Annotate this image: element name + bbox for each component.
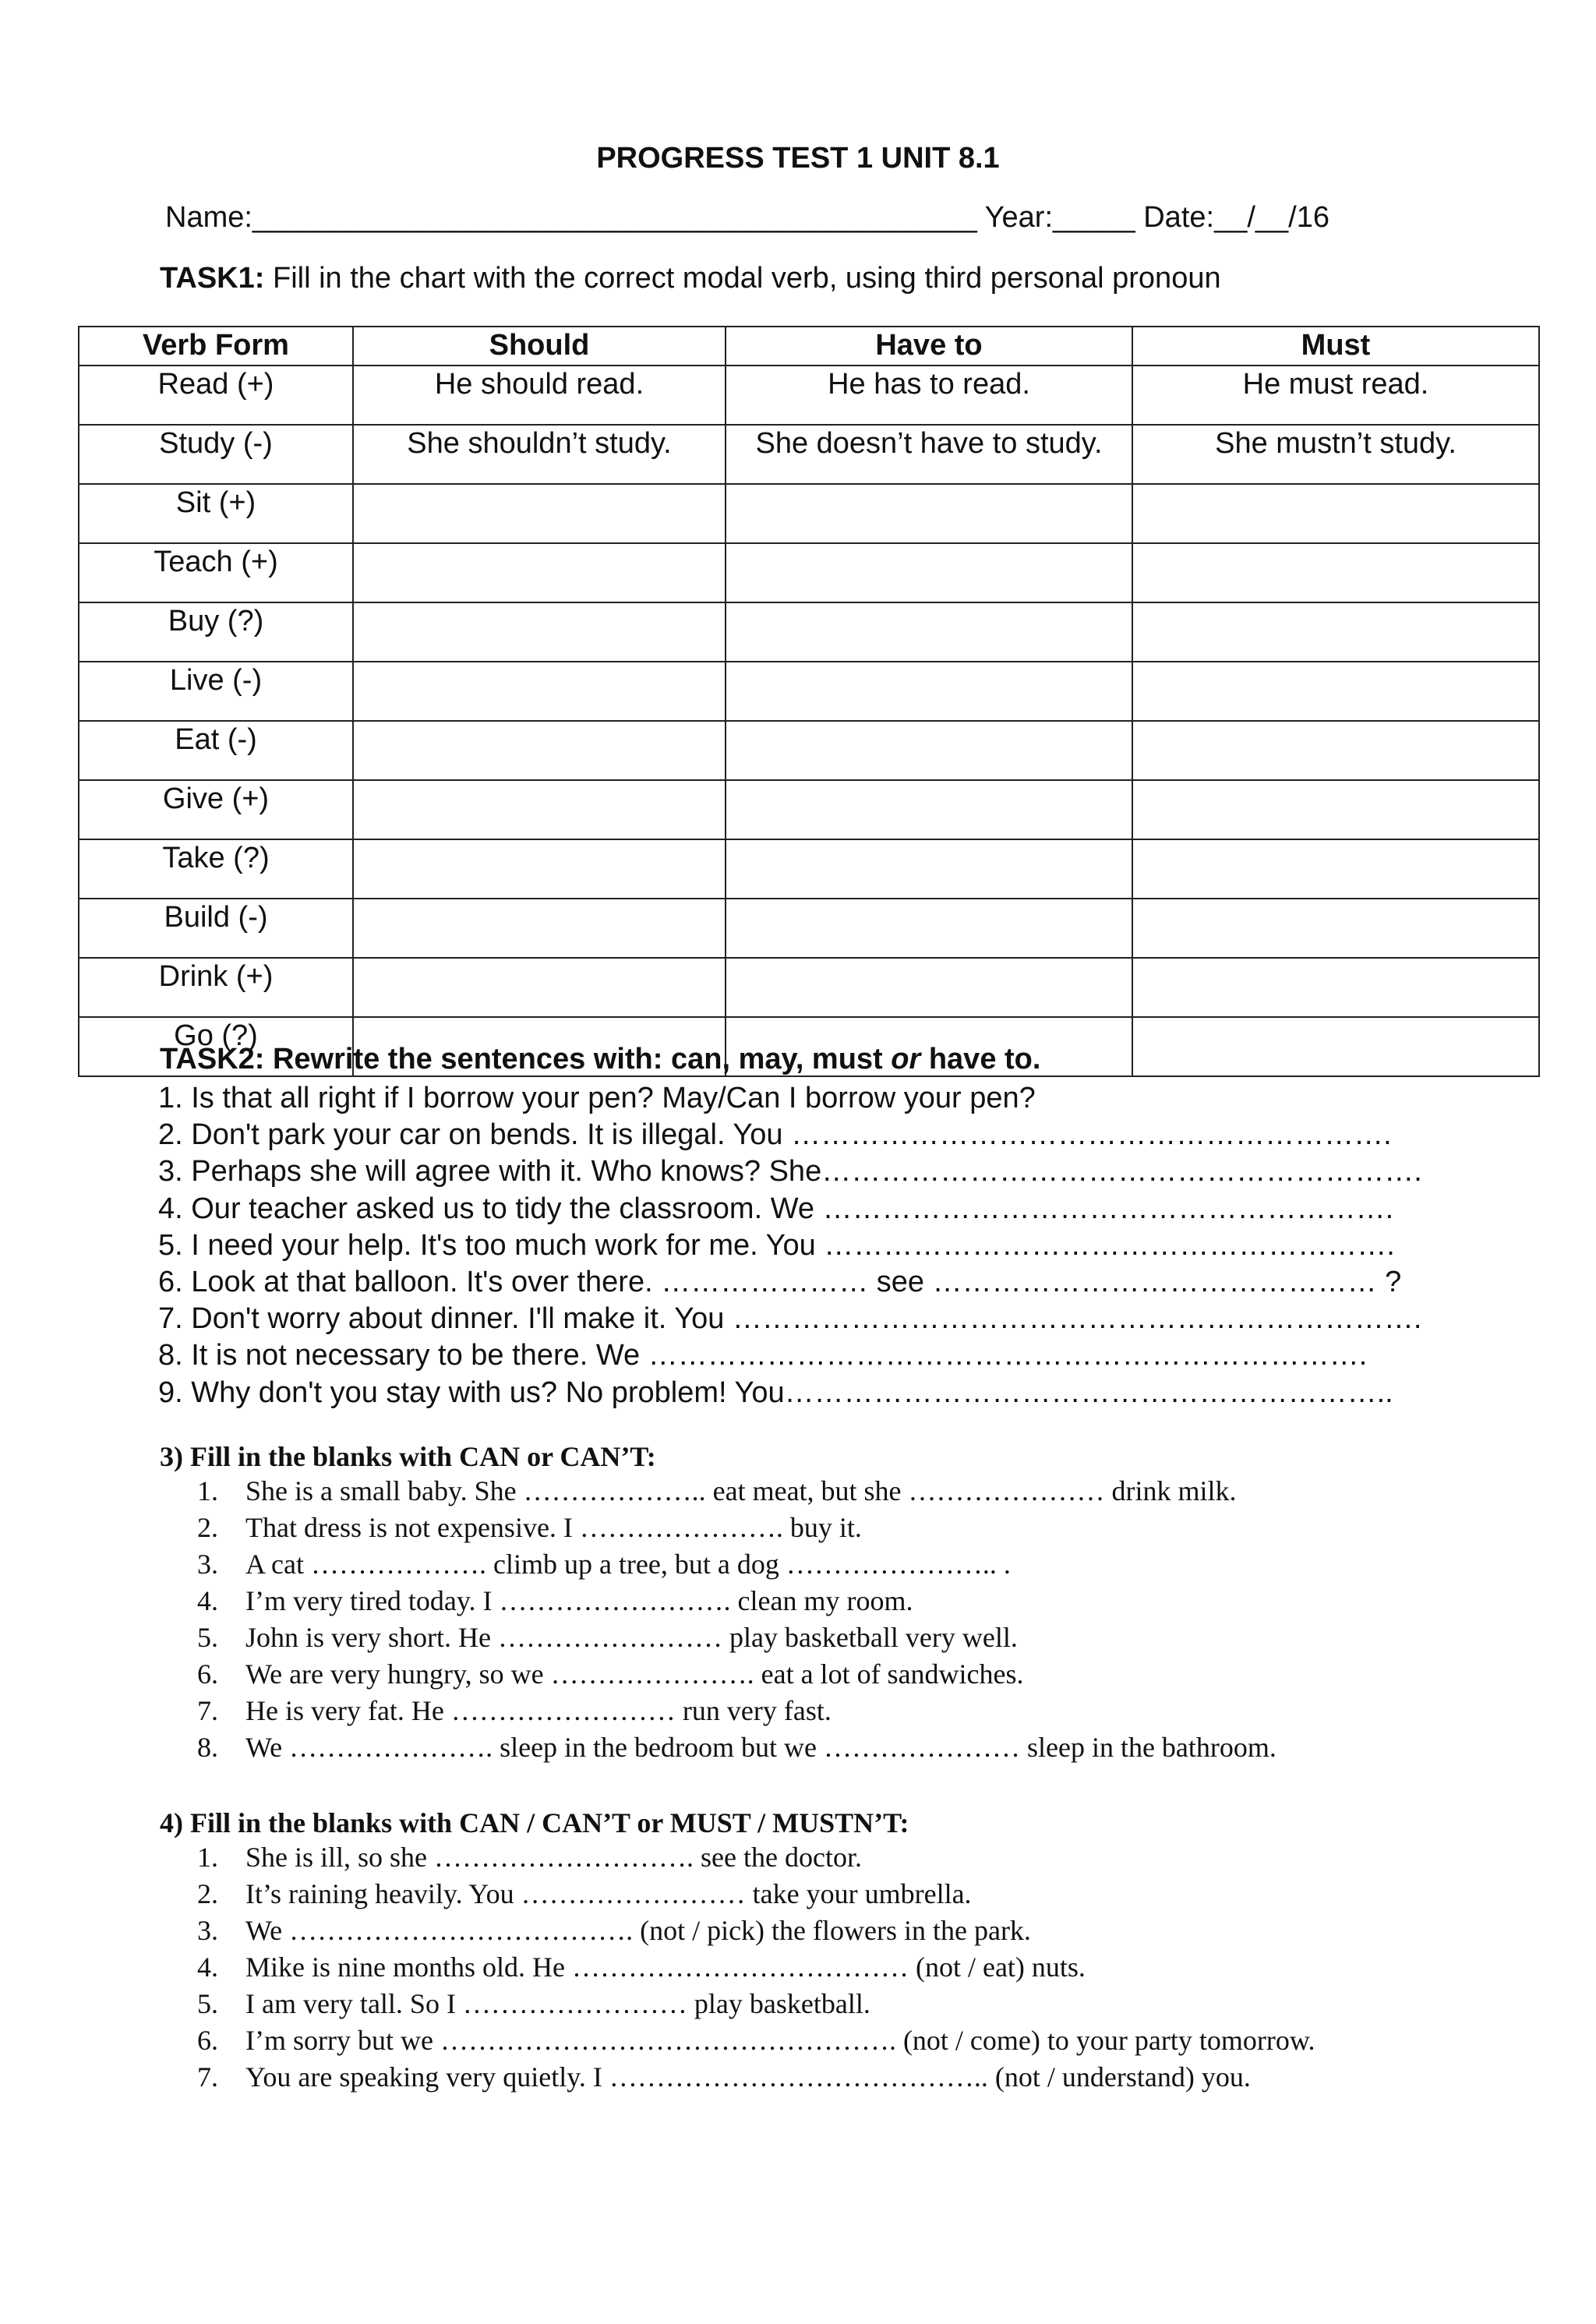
table-row [79, 780, 1539, 839]
task1-label: TASK1: [160, 262, 265, 295]
must-answer-cell[interactable] [1132, 602, 1539, 662]
table-row [79, 899, 1539, 958]
have-to-answer-cell[interactable] [726, 721, 1132, 780]
item-text: It’s raining heavily. You …………………… take your umbrella. [245, 1878, 972, 1909]
worksheet-page: PROGRESS TEST 1 UNIT 8.1 Name:____________________________________________ Year:_____ Date:__/__/16 TASK1: Fill in the chart with the correct modal verb, using third personal pronoun Verb Form Should Have to Must Read (+) He should read. He has to read. He must read. Study (-) She shouldn’t study. She doesn’t have to study. She mustn’t study. Sit (+) Teach (+) Buy (?) Live (-) Eat (-) Give (+) Take (?) Build (-) Drink (+) Go (?) TASK2: Rewrite the sentences with: can, may, must or have to. 1. Is that all right if I borrow your pen? May/Can I borrow your pen? 2. Don't park your car on bends. It is illegal. You ……………………………………………………. 3. Perhaps she will agree with it. Who knows? She……………………………………………………. 4. Our teacher asked us to tidy the classroom. We …………………………………………………. 5. I need your help. It's too much work for me. You …………………………………………………. 6. Look at that balloon. It's over there. ………………… see ……………………………………… ? 7. Don't worry about dinner. I'll make it. You ……………………………………………………………. 8. It is not necessary to be there. We ………………………………………………………………. 9. Why don't you stay with us? No problem! You…………………………………………………….. 3) Fill in the blanks with CAN or CAN’T: 1. She is a small baby. She ……………….. eat meat, but she ………………… drink milk. 2. That dress is not expensive. I …………………. buy it. 3. A cat ………………. climb up a tree, but a dog ………………….. . 4. I’m very tired today. I ……………………. clean my room. 5. John is very short. He …………………… play basketball very well. 6. We are very hungry, so we …………………. eat a lot of sandwiches. 7. He is very fat. He …………………… run very fast. 8. We …………………. sleep in the bedroom but we ………………… sleep in the bathroom. 4) Fill in the blanks with CAN / CAN’T or MUST / MUSTN’T: 1. She is ill, so she ………………………. see the doctor. 2. It’s raining heavily. You …………………… take your umbrella. 3. We ………………………………. (not / pick) the flowers in the park. 4. Mike is nine months old. He ……………………………… (not / eat) nuts. 5. I am very tall. So I …………………… play basketball. 6. I’m sorry but we …………………………………………. (not / come) to your party tomorrow. 7. You are speaking very quietly. I ………………………………….. (not / understand) you. [0, 0, 1596, 2324]
have-to-answer-cell[interactable] [726, 780, 1132, 839]
task2-list [158, 1080, 1422, 1411]
table-row [79, 721, 1539, 780]
list-item: 5. I need your help. It's too much work for me. You …………………………………………………. [158, 1228, 1395, 1262]
have-to-answer-cell[interactable] [726, 662, 1132, 721]
verb-form-cell: Live (-) [79, 662, 353, 721]
must-answer-cell[interactable] [1132, 721, 1539, 780]
should-answer-cell[interactable] [353, 958, 726, 1017]
student-info-line: Name:____________________________________________ Year:_____ Date:__/__/16 [165, 201, 1329, 234]
verb-form-cell: Give (+) [79, 780, 353, 839]
table-row [79, 958, 1539, 1017]
task1-text: Fill in the chart with the correct modal verb, using third personal pronoun [264, 262, 1221, 295]
list-item: 8. It is not necessary to be there. We ………………………………………………………………. [158, 1339, 1368, 1372]
should-answer-cell[interactable] [353, 602, 726, 662]
should-cell: She shouldn’t study. [353, 425, 726, 484]
table-row [79, 366, 1539, 425]
list-item: 1. Is that all right if I borrow your pen? May/Can I borrow your pen? [158, 1082, 1036, 1114]
should-answer-cell[interactable] [353, 899, 726, 958]
have-to-answer-cell[interactable] [726, 543, 1132, 602]
item-text: A cat ………………. climb up a tree, but a dog ………………….. . [245, 1549, 1011, 1580]
section4-heading: 4) Fill in the blanks with CAN / CAN’T or MUST / MUSTN’T: [160, 1807, 909, 1838]
item-text: We ………………………………. (not / pick) the flowers in the park. [245, 1915, 1031, 1946]
column-header: Have to [726, 327, 1132, 366]
task1-instruction [160, 262, 1221, 295]
must-answer-cell[interactable] [1132, 543, 1539, 602]
list-item: 6. Look at that balloon. It's over there. ………………… see ……………………………………… ? [158, 1265, 1402, 1298]
have-to-cell: She doesn’t have to study. [726, 425, 1132, 484]
task2-heading [160, 1043, 1040, 1076]
item-text: I’m sorry but we …………………………………………. (not / come) to your party tomorrow. [245, 2025, 1315, 2056]
should-cell: He should read. [353, 366, 726, 425]
verb-form-cell: Study (-) [79, 425, 353, 484]
list-item: 7. Don't worry about dinner. I'll make it. You ……………………………………………………………. [158, 1302, 1422, 1336]
verb-form-cell: Drink (+) [79, 958, 353, 1017]
table-row [79, 543, 1539, 602]
page-title: PROGRESS TEST 1 UNIT 8.1 [596, 142, 1000, 175]
task2-heading-or: or [891, 1043, 921, 1075]
must-cell: She mustn’t study. [1132, 425, 1539, 484]
table-row [79, 484, 1539, 543]
verb-form-cell: Take (?) [79, 839, 353, 899]
chart-header-row [79, 327, 1539, 366]
list-item: 3. Perhaps she will agree with it. Who knows? She……………………………………………………. [158, 1155, 1422, 1188]
item-text: We …………………. sleep in the bedroom but we ………………… sleep in the bathroom. [245, 1732, 1276, 1763]
list-item: 2. Don't park your car on bends. It is illegal. You ……………………………………………………. [158, 1118, 1392, 1152]
column-header: Should [353, 327, 726, 366]
should-answer-cell[interactable] [353, 780, 726, 839]
must-answer-cell[interactable] [1132, 839, 1539, 899]
item-text: John is very short. He …………………… play basketball very well. [245, 1622, 1018, 1653]
item-text: I’m very tired today. I ……………………. clean my room. [245, 1585, 913, 1616]
must-answer-cell[interactable] [1132, 780, 1539, 839]
verb-form-cell: Read (+) [79, 366, 353, 425]
column-header: Verb Form [79, 327, 353, 366]
verb-form-cell: Teach (+) [79, 543, 353, 602]
item-text: She is ill, so she ………………………. see the doctor. [245, 1842, 862, 1873]
modal-verb-chart [78, 326, 1540, 1077]
item-text: You are speaking very quietly. I ………………………………….. (not / understand) you. [245, 2061, 1251, 2093]
must-answer-cell[interactable] [1132, 662, 1539, 721]
must-answer-cell[interactable] [1132, 899, 1539, 958]
should-answer-cell[interactable] [353, 484, 726, 543]
section3-heading: 3) Fill in the blanks with CAN or CAN’T: [160, 1441, 656, 1472]
item-text: She is a small baby. She ……………….. eat meat, but she ………………… drink milk. [245, 1475, 1237, 1506]
should-answer-cell[interactable] [353, 662, 726, 721]
must-cell: He must read. [1132, 366, 1539, 425]
should-answer-cell[interactable] [353, 839, 726, 899]
column-header: Must [1132, 327, 1539, 366]
have-to-answer-cell[interactable] [726, 899, 1132, 958]
table-row [79, 662, 1539, 721]
item-text: We are very hungry, so we …………………. eat a lot of sandwiches. [245, 1658, 1024, 1690]
task2-heading-end: have to. [920, 1043, 1041, 1075]
table-row [79, 602, 1539, 662]
verb-form-cell: Build (-) [79, 899, 353, 958]
have-to-answer-cell[interactable] [726, 839, 1132, 899]
list-item: 9. Why don't you stay with us? No problem! You…………………………………………………….. [158, 1376, 1393, 1409]
table-row [79, 839, 1539, 899]
verb-form-cell: Sit (+) [79, 484, 353, 543]
should-answer-cell[interactable] [353, 543, 726, 602]
table-row [79, 425, 1539, 484]
verb-form-cell: Eat (-) [79, 721, 353, 780]
verb-form-cell: Buy (?) [79, 602, 353, 662]
must-answer-cell[interactable] [1132, 1017, 1539, 1076]
have-to-cell: He has to read. [726, 366, 1132, 425]
item-text: I am very tall. So I …………………… play basketball. [245, 1988, 870, 2019]
list-item: 4. Our teacher asked us to tidy the classroom. We …………………………………………………. [158, 1192, 1394, 1225]
item-text: Mike is nine months old. He ……………………………… (not / eat) nuts. [245, 1951, 1086, 1983]
must-answer-cell[interactable] [1132, 958, 1539, 1017]
task2-heading-start: TASK2: Rewrite the sentences with: can, may, must [160, 1043, 892, 1075]
have-to-answer-cell[interactable] [726, 958, 1132, 1017]
should-answer-cell[interactable] [353, 721, 726, 780]
item-text: That dress is not expensive. I …………………. buy it. [245, 1512, 862, 1543]
have-to-answer-cell[interactable] [726, 484, 1132, 543]
must-answer-cell[interactable] [1132, 484, 1539, 543]
item-text: He is very fat. He …………………… run very fast. [245, 1695, 832, 1726]
have-to-answer-cell[interactable] [726, 602, 1132, 662]
verb-form-cell: Go (?) [79, 1017, 353, 1076]
